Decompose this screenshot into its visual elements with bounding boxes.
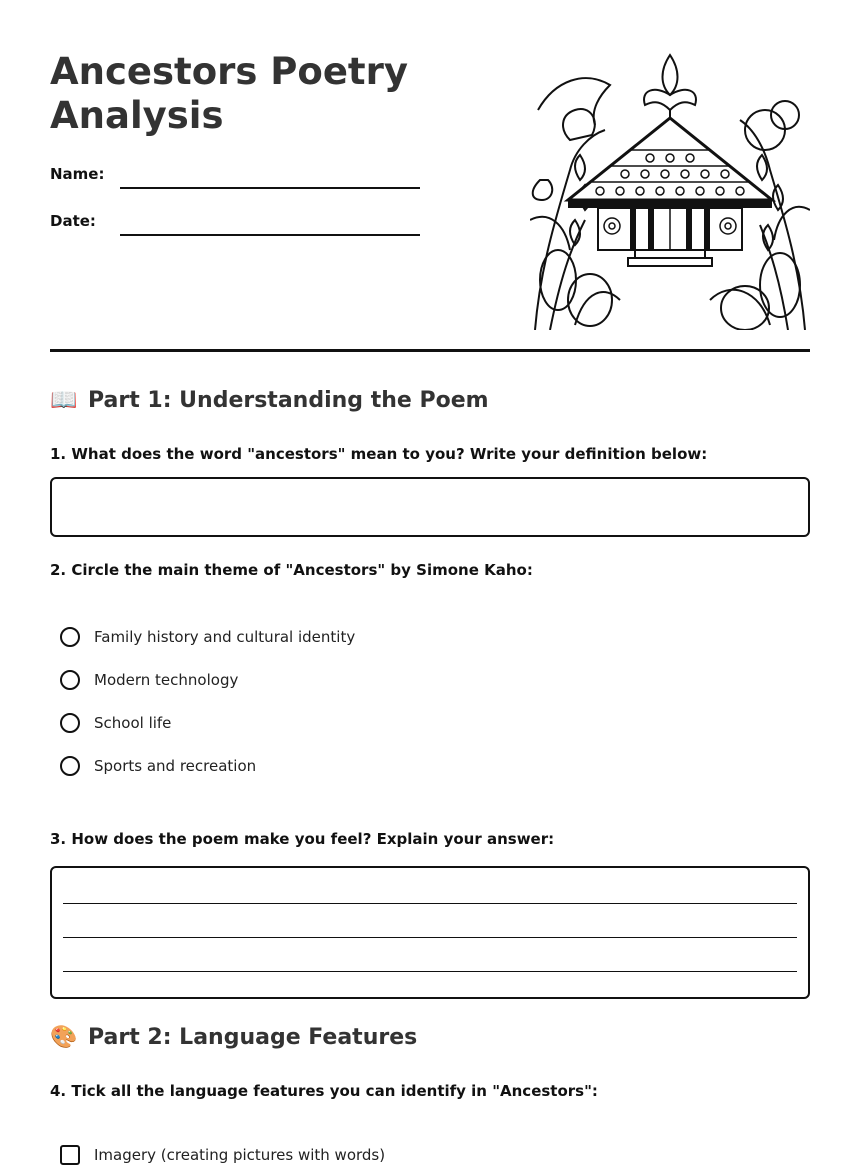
palette-icon: 🎨: [50, 1025, 78, 1050]
name-field[interactable]: [120, 187, 420, 189]
q2-option[interactable]: [60, 627, 355, 647]
page-title: Ancestors Poetry Analysis: [50, 50, 408, 137]
book-icon: 📖: [50, 388, 78, 413]
date-label: Date:: [50, 212, 96, 230]
radio-circle[interactable]: [60, 670, 80, 690]
q2-option-label: Sports and recreation: [94, 757, 257, 775]
date-field[interactable]: [120, 234, 420, 236]
part1-heading-text: Part 1: Understanding the Poem: [88, 388, 489, 413]
writing-line: [63, 937, 797, 938]
q4-option-label: Imagery (creating pictures with words): [94, 1146, 386, 1164]
q3-answer-box[interactable]: [50, 866, 810, 999]
writing-line: [63, 971, 797, 972]
radio-circle[interactable]: [60, 756, 80, 776]
q2-option[interactable]: [60, 670, 238, 690]
q2-option-label: Modern technology: [94, 671, 239, 689]
part1-heading: [50, 388, 489, 413]
radio-circle[interactable]: [60, 713, 80, 733]
q2-option-label: Family history and cultural identity: [94, 628, 356, 646]
question-2: 2. Circle the main theme of "Ancestors" by Simone Kaho:: [50, 561, 533, 579]
header-divider: [50, 349, 810, 352]
part2-heading: [50, 1025, 417, 1050]
question-4: 4. Tick all the language features you can identify in "Ancestors":: [50, 1082, 598, 1100]
radio-circle[interactable]: [60, 627, 80, 647]
q2-option[interactable]: [60, 713, 171, 733]
checkbox[interactable]: [60, 1145, 80, 1165]
name-label: Name:: [50, 165, 105, 183]
q2-option-label: School life: [94, 714, 172, 732]
question-3: 3. How does the poem make you feel? Explain your answer:: [50, 830, 555, 848]
fale-house-illustration: [530, 50, 810, 330]
question-1: 1. What does the word "ancestors" mean to you? Write your definition below:: [50, 445, 708, 463]
q2-option[interactable]: [60, 756, 256, 776]
q1-answer-box[interactable]: [50, 477, 810, 537]
part2-heading-text: Part 2: Language Features: [88, 1025, 418, 1050]
writing-line: [63, 903, 797, 904]
q4-option[interactable]: [60, 1145, 385, 1165]
